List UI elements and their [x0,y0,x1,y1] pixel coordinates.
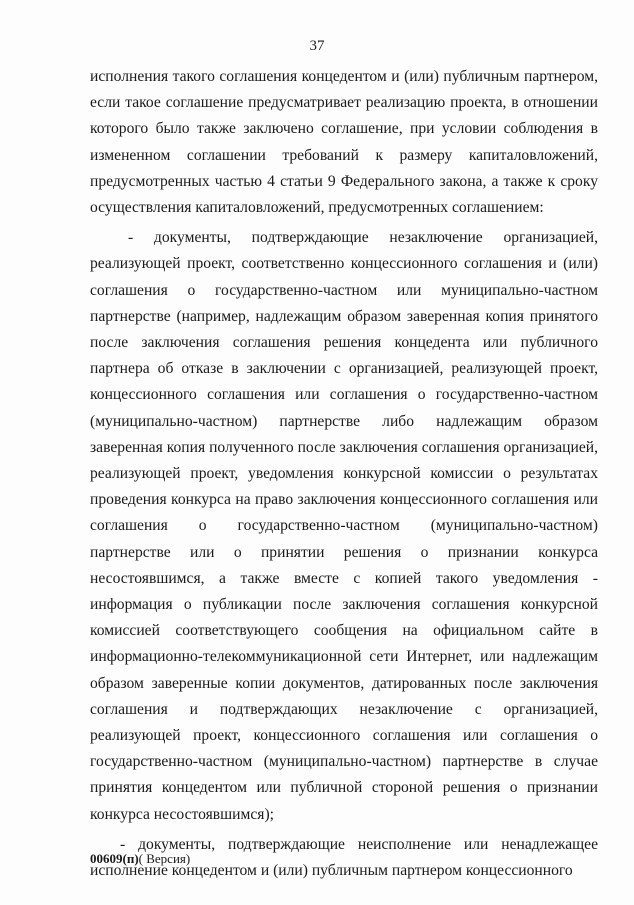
paragraph-continuation: исполнения такого соглашения концедентом и (или) публичным партнером, если такое соглашение предусматривает реализацию проекта, в отношении которого было также заключено соглашение, при условии соблюдения в измененном соглашении требований к размеру капиталовложений, предусмотренных частью 4 статьи 9 Федерального закона, а также к сроку осуществления капиталовложений, предусмотренных соглашением: [90,68,598,217]
paragraph-list-item-1: - документы, подтверждающие незаключение организацией, реализующей проект, соответственно концессионного соглашения и (или) соглашения о государственно-частном или муниципально-частном партнерстве (например, надлежащим образом заверенная копия принятого после заключения соглашения решения концедента или публичного партнера об отказе в заключении с организацией, реализующей проект, концессионного соглашения или соглашения о государственно-частном (муниципально-частном) партнерстве либо надлежащим образом заверенная копия полученного после заключения соглашения организацией, реализующей проект, уведомления конкурсной комиссии о результатах проведения конкурса на право заключения концессионного соглашения или соглашения о государственно-частном (муниципально-частном) партнерстве или о принятии решения о признании конкурса несостоявшимся, а также вместе с копией такого уведомления - информация о публикации после заключения соглашения конкурсной комиссией соответствующего сообщения на официальном сайте в информационно-телекоммуникационной сети Интернет, или надлежащим образом заверенные копии документов, датированных после заключения соглашения и подтверждающих незаключение с организацией, реализующей проект, концессионного соглашения или соглашения о государственно-частном (муниципально-частном) партнерстве в случае принятия концедентом или публичной стороной решения о признании конкурса несостоявшимся); [90,229,598,823]
document-footer [90,851,190,867]
document-body [90,64,598,884]
page-number: 37 [309,38,325,54]
paragraph-list-item-2: - документы, подтверждающие неисполнение или ненадлежащее исполнение концедентом и (или) публичным партнером концессионного [90,835,598,880]
document-version: ( Версия) [138,851,191,866]
document-code: 00609(п) [90,851,139,866]
